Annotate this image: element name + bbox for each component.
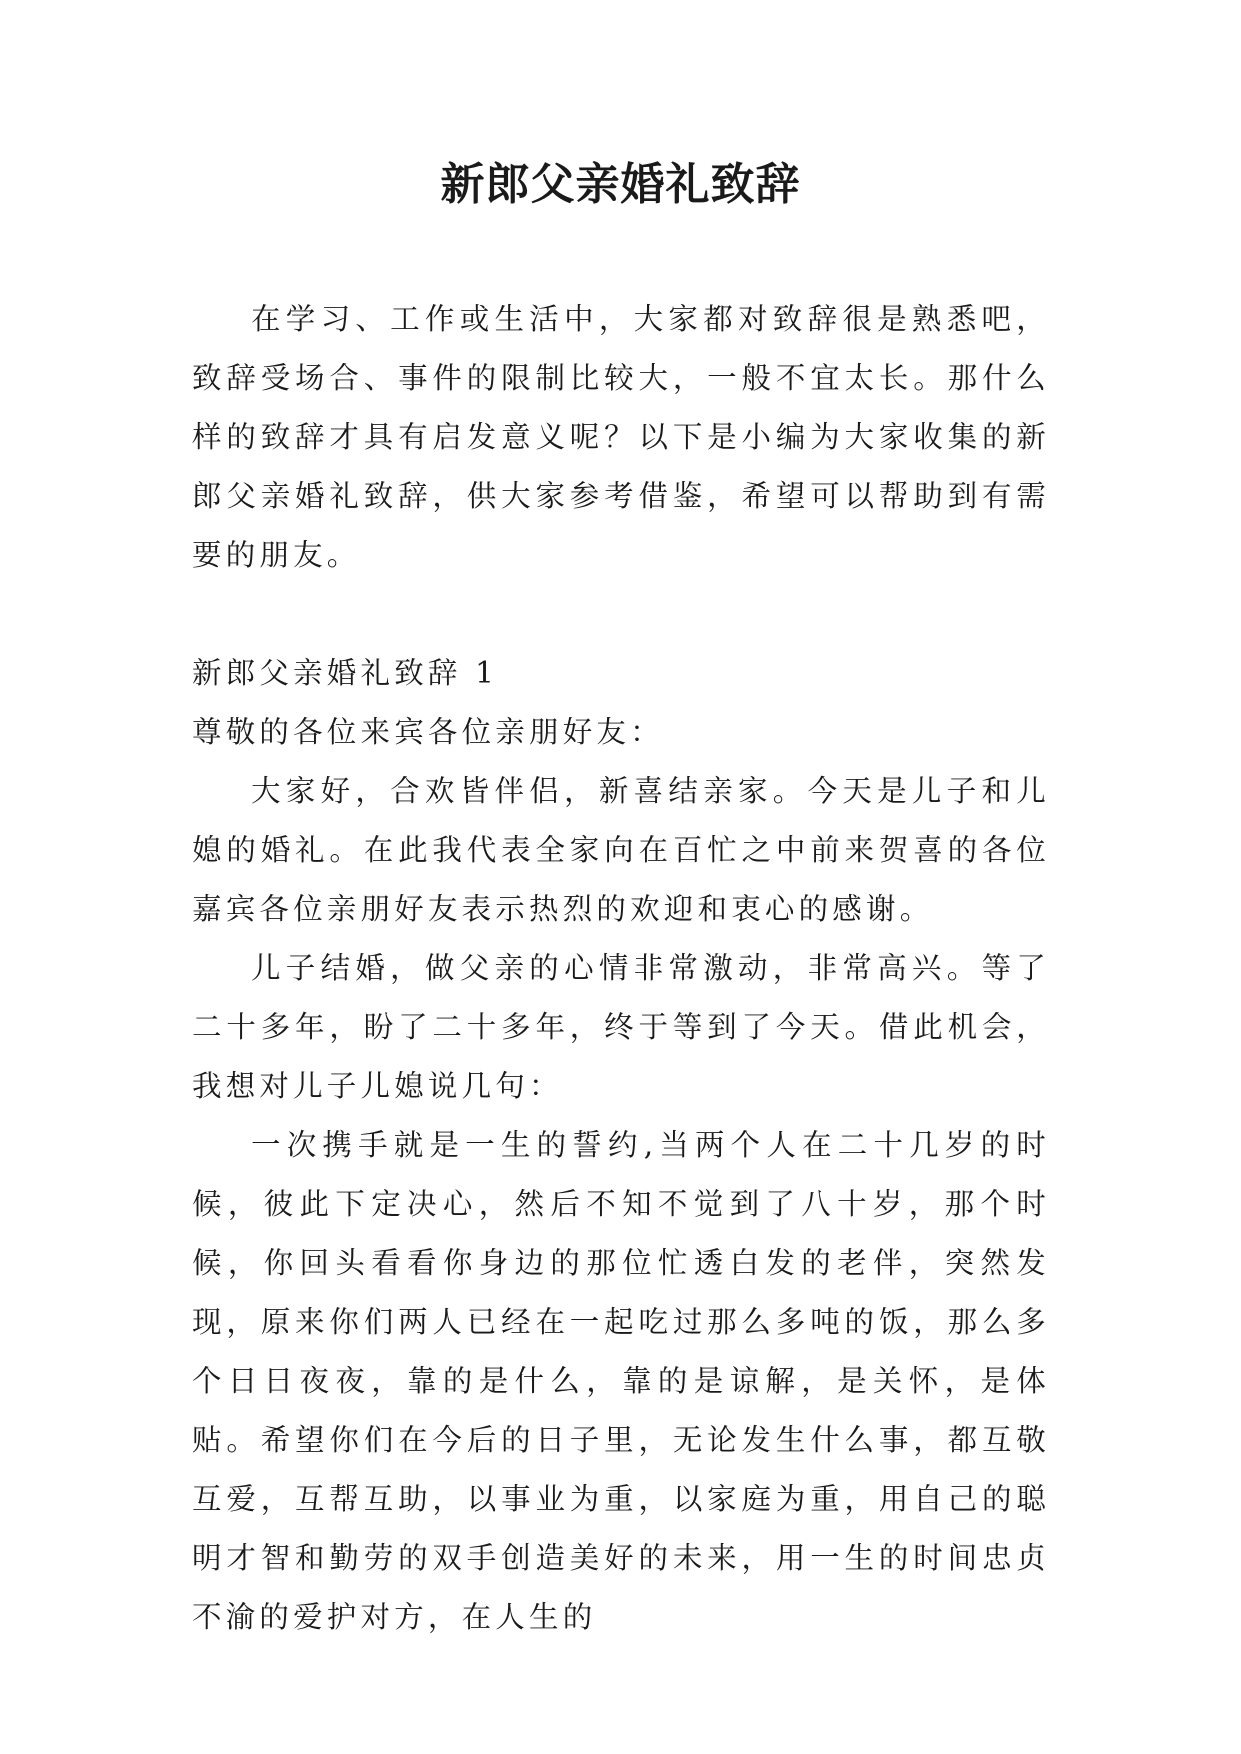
section-heading: 新郎父亲婚礼致辞 1 <box>192 656 499 690</box>
paragraph-spacer <box>192 585 1050 644</box>
document-body <box>192 290 1050 1647</box>
body-paragraph: 一次携手就是一生的誓约,当两个人在二十几岁的时候，彼此下定决心，然后不知不觉到了八十岁，那个时候，你回头看看你身边的那位忙透白发的老伴，突然发现，原来你们两人已经在一起吃过那么多吨的饭，那么多个日日夜夜，靠的是什么，靠的是谅解，是关怀，是体贴。希望你们在今后的日子里，无论发生什么事，都互敬互爱，互帮互助，以事业为重，以家庭为重，用自己的聪明才智和勤劳的双手创造美好的未来，用一生的时间忠贞不渝的爱护对方，在人生的 <box>192 1128 1050 1634</box>
intro-paragraph: 在学习、工作或生活中，大家都对致辞很是熟悉吧，致辞受场合、事件的限制比较大，一般不宜太长。那什么样的致辞才具有启发意义呢？以下是小编为大家收集的新郎父亲婚礼致辞，供大家参考借鉴，希望可以帮助到有需要的朋友。 <box>192 302 1050 572</box>
document-title: 新郎父亲婚礼致辞 <box>440 159 801 210</box>
salutation: 尊敬的各位来宾各位亲朋好友： <box>192 715 664 749</box>
body-paragraph: 大家好，合欢皆伴侣，新喜结亲家。今天是儿子和儿媳的婚礼。在此我代表全家向在百忙之中前来贺喜的各位嘉宾各位亲朋好友表示热烈的欢迎和衷心的感谢。 <box>192 774 1050 926</box>
body-paragraph: 儿子结婚，做父亲的心情非常激动，非常高兴。等了二十多年，盼了二十多年，终于等到了今天。借此机会，我想对儿子儿媳说几句： <box>192 951 1050 1103</box>
